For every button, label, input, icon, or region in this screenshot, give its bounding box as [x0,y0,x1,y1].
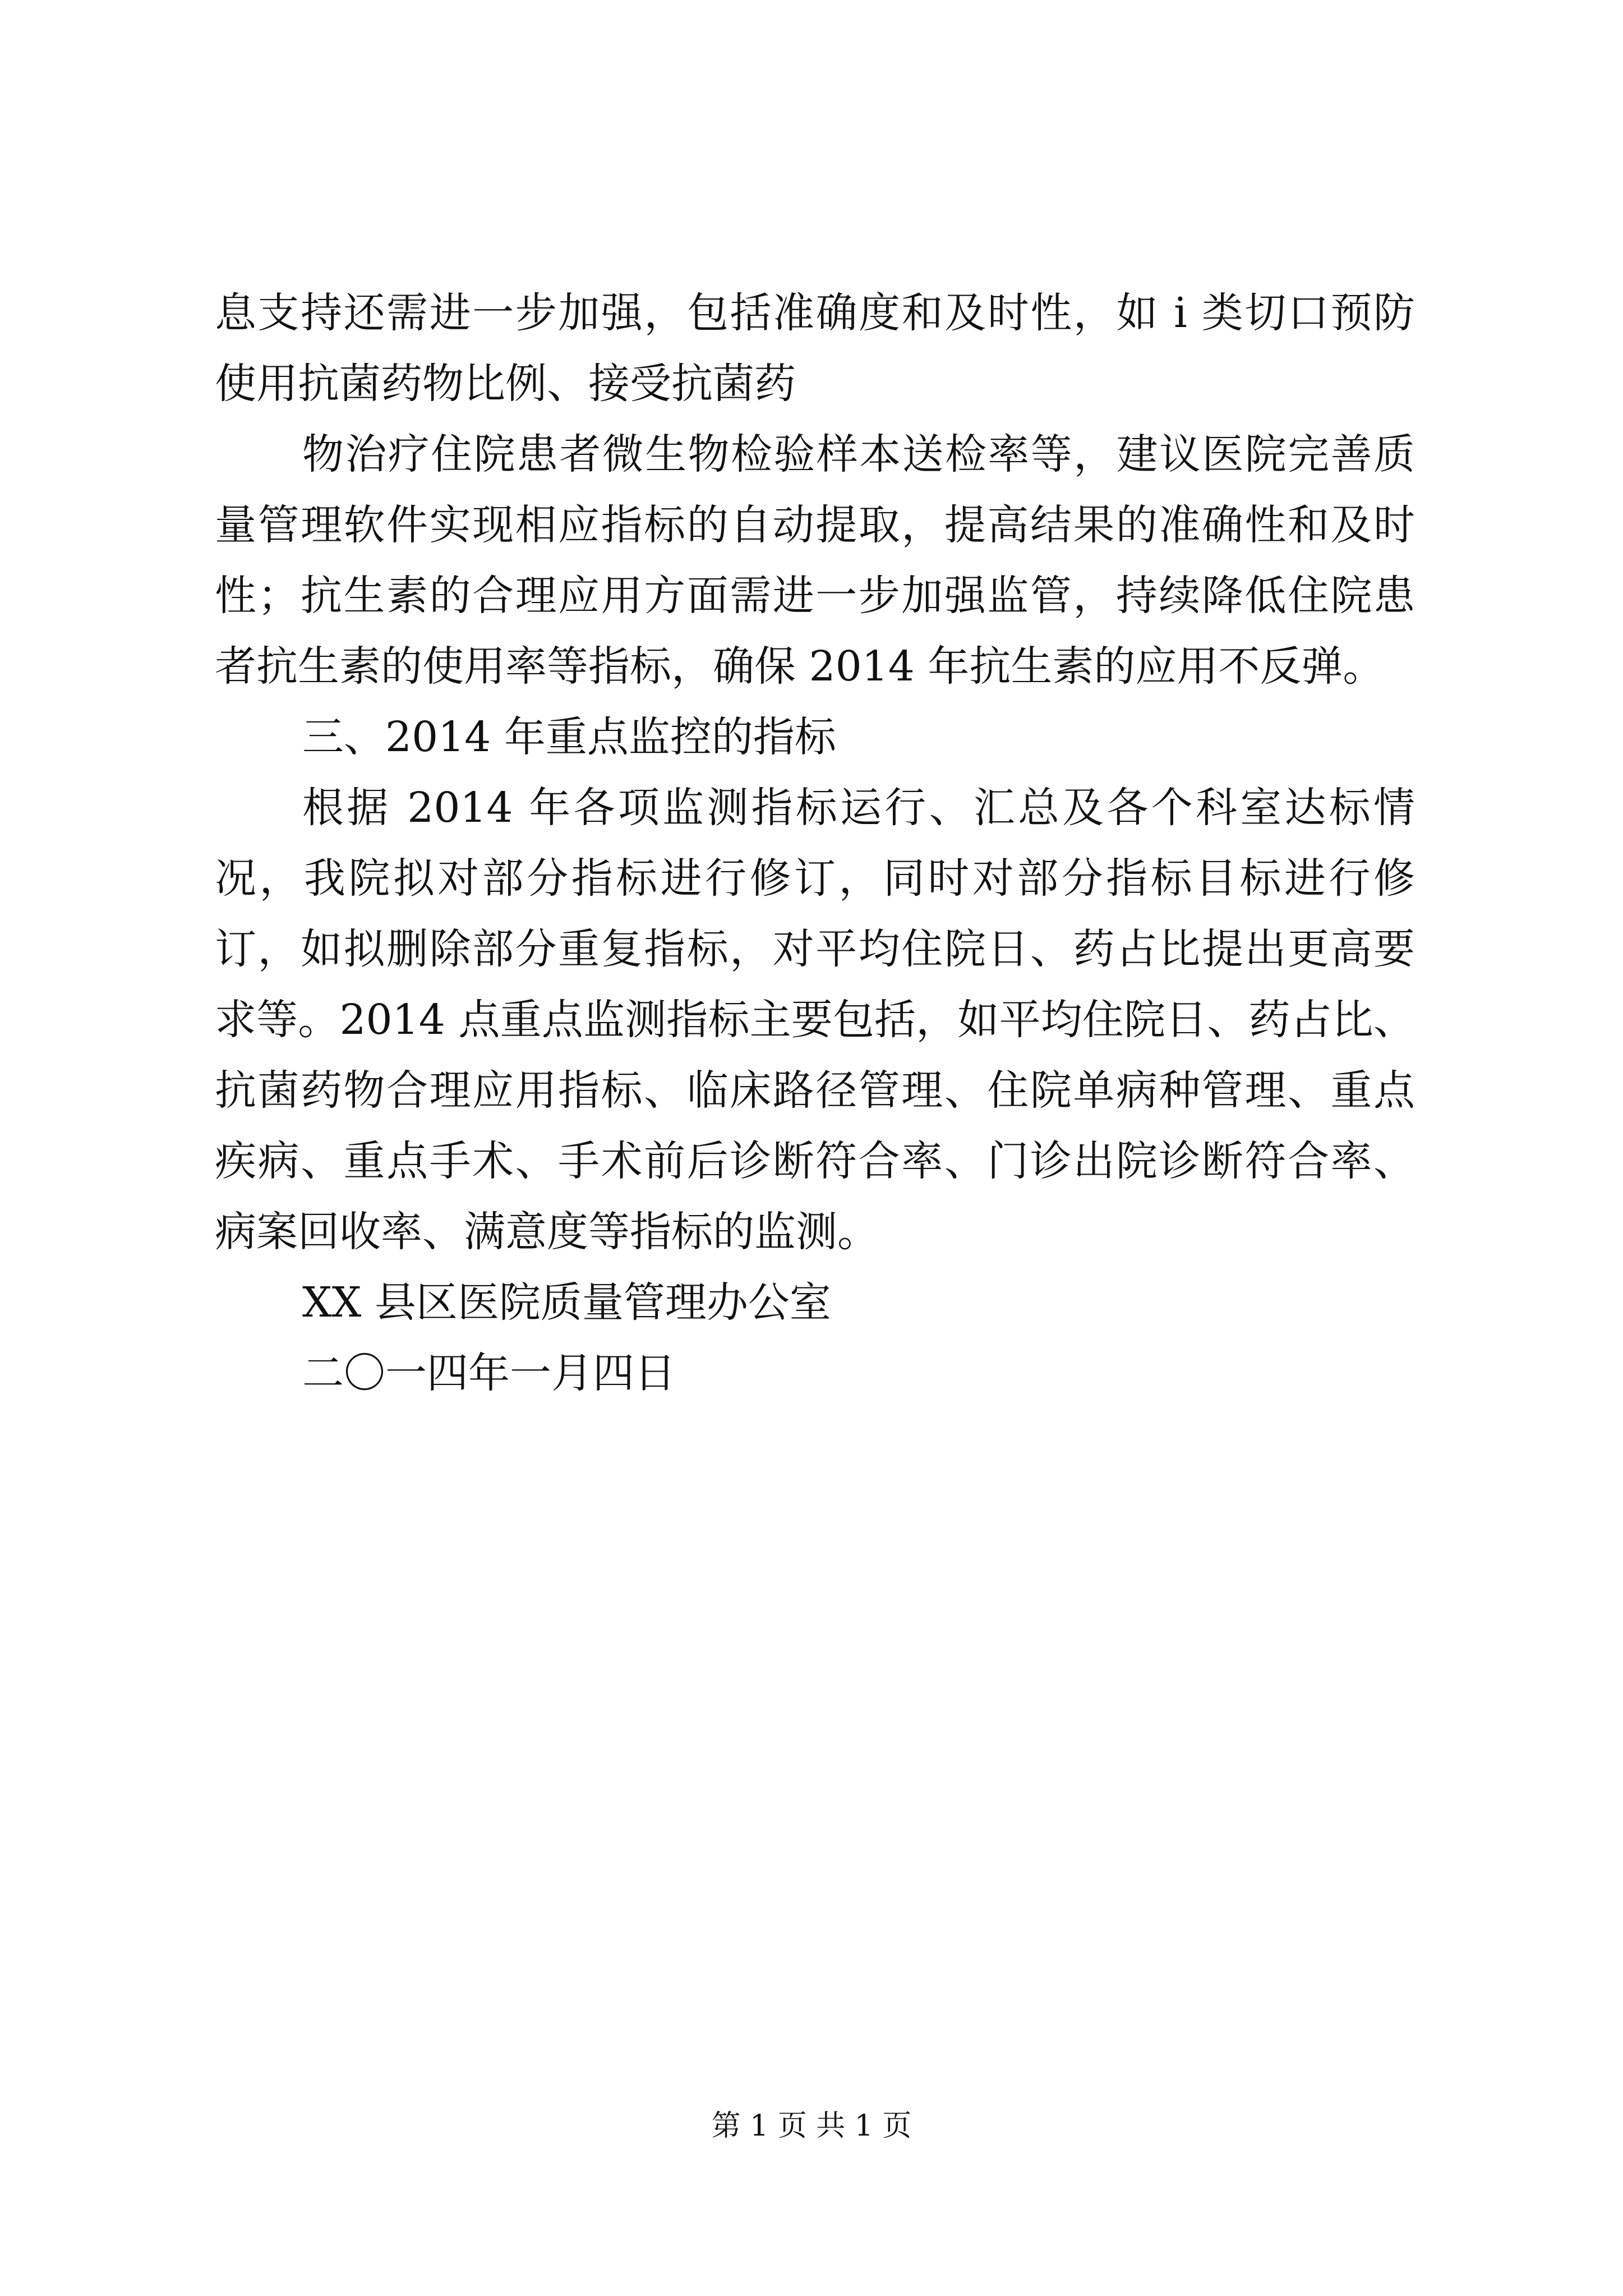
paragraph-continuation: 息支持还需进一步加强，包括准确度和及时性，如 i 类切口预防使用抗菌药物比例、接受抗菌药 [215,289,1415,408]
paragraph-monitoring-indicators: 根据 2014 年各项监测指标运行、汇总及各个科室达标情况，我院拟对部分指标进行修订，同时对部分指标目标进行修订，如拟删除部分重复指标，对平均住院日、药占比提出更高要求等。2014 点重点监测指标主要包括，如平均住院日、药占比、抗菌药物合理应用指标、临床路径管理、住院单病种管理、重点疾病、重点手术、手术前后诊断符合率、门诊出院诊断符合率、病案回收率、满意度等指标的监测。 [215,784,1415,1256]
signature-date: 二〇一四年一月四日 [302,1349,676,1397]
paragraph-recommendation: 物治疗住院患者微生物检验样本送检率等，建议医院完善质量管理软件实现相应指标的自动提取，提高结果的准确性和及时性；抗生素的合理应用方面需进一步加强监管，持续降低住院患者抗生素的使用率等指标，确保 2014 年抗生素的应用不反弹。 [215,430,1415,691]
signature-organization: XX 县区医院质量管理办公室 [302,1278,831,1327]
page-footer: 第 1 页 共 1 页 [711,2109,912,2143]
document-body [215,278,1415,1409]
section-heading: 三、2014 年重点监控的指标 [302,713,836,761]
